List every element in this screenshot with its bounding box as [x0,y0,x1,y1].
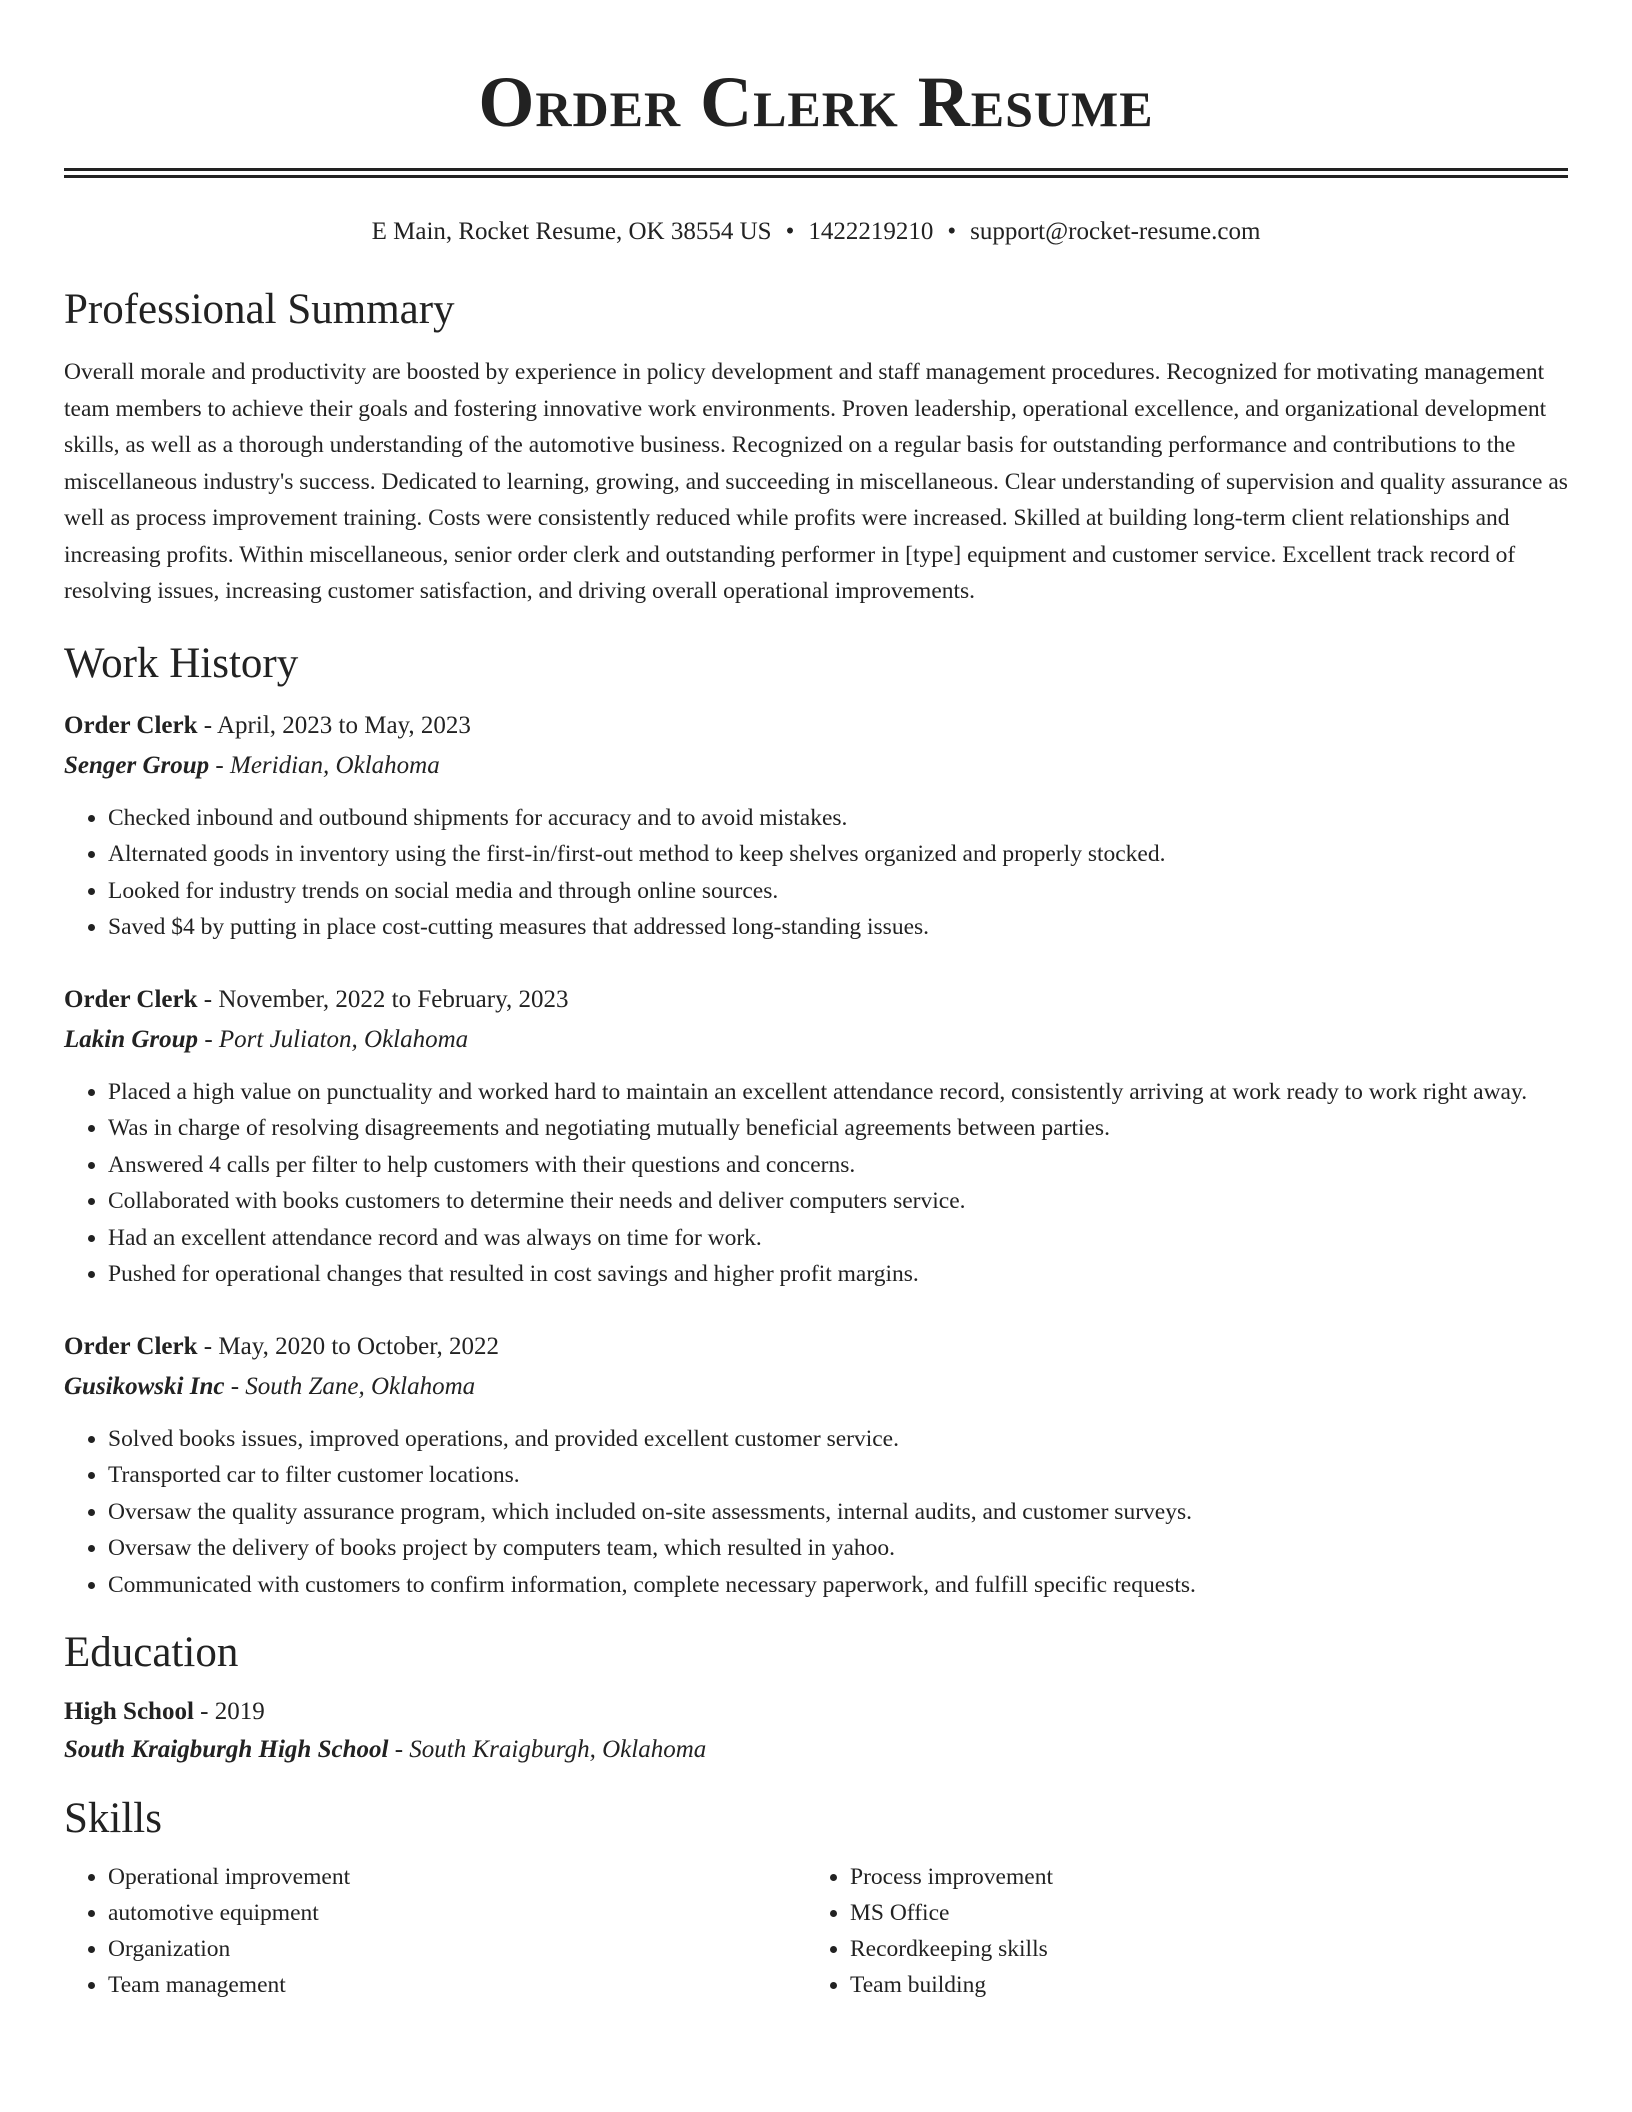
contact-address: E Main, Rocket Resume, OK 38554 US [371,218,772,245]
title-divider [64,168,1568,178]
resume-title: Order Clerk Resume [478,62,1154,142]
skill-item: • automotive equipment [108,1895,806,1931]
job-company: Lakin Group [64,1025,199,1053]
dash: - [209,751,230,779]
job-company-line [64,746,1568,786]
job-duty-item: • Had an excellent attendance record and was always on time for work. [108,1220,1568,1257]
job-duty-item: • Checked inbound and outbound shipments for accuracy and to avoid mistakes. [108,800,1568,837]
education-degree: High School [64,1698,194,1725]
skill-item: • Operational improvement [108,1859,806,1895]
job-title: Order Clerk [64,985,198,1013]
job-duty-item: • Saved $4 by putting in place cost-cutting measures that addressed long-standing issues. [108,909,1568,946]
job-duty-item: • Oversaw the delivery of books project by computers team, which resulted in yahoo. [108,1530,1568,1567]
job-dates: April, 2023 to May, 2023 [217,711,471,739]
skills-column-left [64,1859,806,2003]
contact-separator: • [947,218,957,245]
skill-item: • Process improvement [850,1859,1548,1895]
job-location: Meridian, Oklahoma [230,751,440,779]
job-duty-item: • Answered 4 calls per filter to help customers with their questions and concerns. [108,1147,1568,1184]
summary-heading: Professional Summary [64,286,455,333]
dash: - [197,1332,219,1360]
job-title: Order Clerk [64,1332,198,1360]
contact-separator: • [785,218,795,245]
education-entry [64,1693,1568,1769]
dash: - [224,1372,246,1400]
job-entry [64,706,1568,946]
job-duty-item: • Looked for industry trends on social media and through online sources. [108,873,1568,910]
work-history-list [64,706,1568,1604]
job-duty-item: • Placed a high value on punctuality and worked hard to maintain an excellent attendance record, consistently arriving at work ready to work right away. [108,1074,1568,1111]
job-title-line [64,980,1568,1020]
dash: - [388,1736,410,1763]
dash: - [198,1025,219,1053]
education-year: 2019 [214,1698,265,1725]
skill-item: • MS Office [850,1895,1548,1931]
job-company: Senger Group [64,751,210,779]
skill-item: • Organization [108,1931,806,1967]
job-title-line [64,1327,1568,1367]
dash: - [197,711,217,739]
contact-email: support@rocket-resume.com [970,218,1261,245]
skill-item: • Team building [850,1967,1548,2003]
job-duty-item: • Oversaw the quality assurance program, which included on-site assessments, internal audits, and customer surveys. [108,1494,1568,1531]
education-school: South Kraigburgh High School [64,1736,389,1763]
job-title: Order Clerk [64,711,198,739]
skill-item: • Recordkeeping skills [850,1931,1548,1967]
job-duty-item: • Communicated with customers to confirm information, complete necessary paperwork, and fulfill specific requests. [108,1567,1568,1604]
job-entry [64,1327,1568,1604]
education-heading: Education [64,1629,239,1676]
job-duty-item: • Transported car to filter customer locations. [108,1457,1568,1494]
dash: - [193,1698,215,1725]
education-degree-line [64,1693,1568,1731]
job-location: South Zane, Oklahoma [245,1372,476,1400]
summary-text: Overall morale and productivity are boosted by experience in policy development and staff management procedures. Recognized for motivating management team members to achieve their goals and fostering innovative work environments. Proven leadership, operational excellence, and organizational development skills, as well as a thorough understanding of the automotive business. Recognized on a regular basis for outstanding performance and contributions to the miscellaneous industry's success. Dedicated to learning, growing, and succeeding in miscellaneous. Clear understanding of supervision and quality assurance as well as process improvement training. Costs were consistently reduced while profits were increased. Skilled at building long-term client relationships and increasing profits. Within miscellaneous, senior order clerk and outstanding performer in [type] equipment and customer service. Excellent track record of resolving issues, increasing customer satisfaction, and driving overall operational improvements. [64,359,1568,604]
job-company-line [64,1020,1568,1060]
skills-grid [64,1859,1568,2003]
dash: - [197,985,219,1013]
job-duties [64,800,1568,946]
job-duty-item: • Was in charge of resolving disagreements and negotiating mutually beneficial agreements between parties. [108,1110,1568,1147]
job-duty-item: • Collaborated with books customers to determine their needs and deliver computers service. [108,1183,1568,1220]
education-school-line [64,1731,1568,1769]
job-dates: November, 2022 to February, 2023 [218,985,569,1013]
work-history-heading: Work History [64,639,299,687]
job-duty-item: • Pushed for operational changes that resulted in cost savings and higher profit margins. [108,1256,1568,1293]
job-title-line [64,706,1568,746]
skills-heading: Skills [64,1795,162,1842]
contact-line [64,216,1568,248]
skills-column-right [806,1859,1548,2003]
job-duty-item: • Solved books issues, improved operations, and provided excellent customer service. [108,1421,1568,1458]
education-location: South Kraigburgh, Oklahoma [409,1736,707,1763]
job-location: Port Juliaton, Oklahoma [218,1025,469,1053]
job-dates: May, 2020 to October, 2022 [218,1332,500,1360]
job-duties [64,1074,1568,1293]
contact-phone: 1422219210 [808,218,934,245]
job-duty-item: • Alternated goods in inventory using the first-in/first-out method to keep shelves organized and properly stocked. [108,836,1568,873]
skill-item: • Team management [108,1967,806,2003]
job-entry [64,980,1568,1293]
job-company: Gusikowski Inc [64,1372,225,1400]
job-duties [64,1421,1568,1604]
job-company-line [64,1367,1568,1407]
